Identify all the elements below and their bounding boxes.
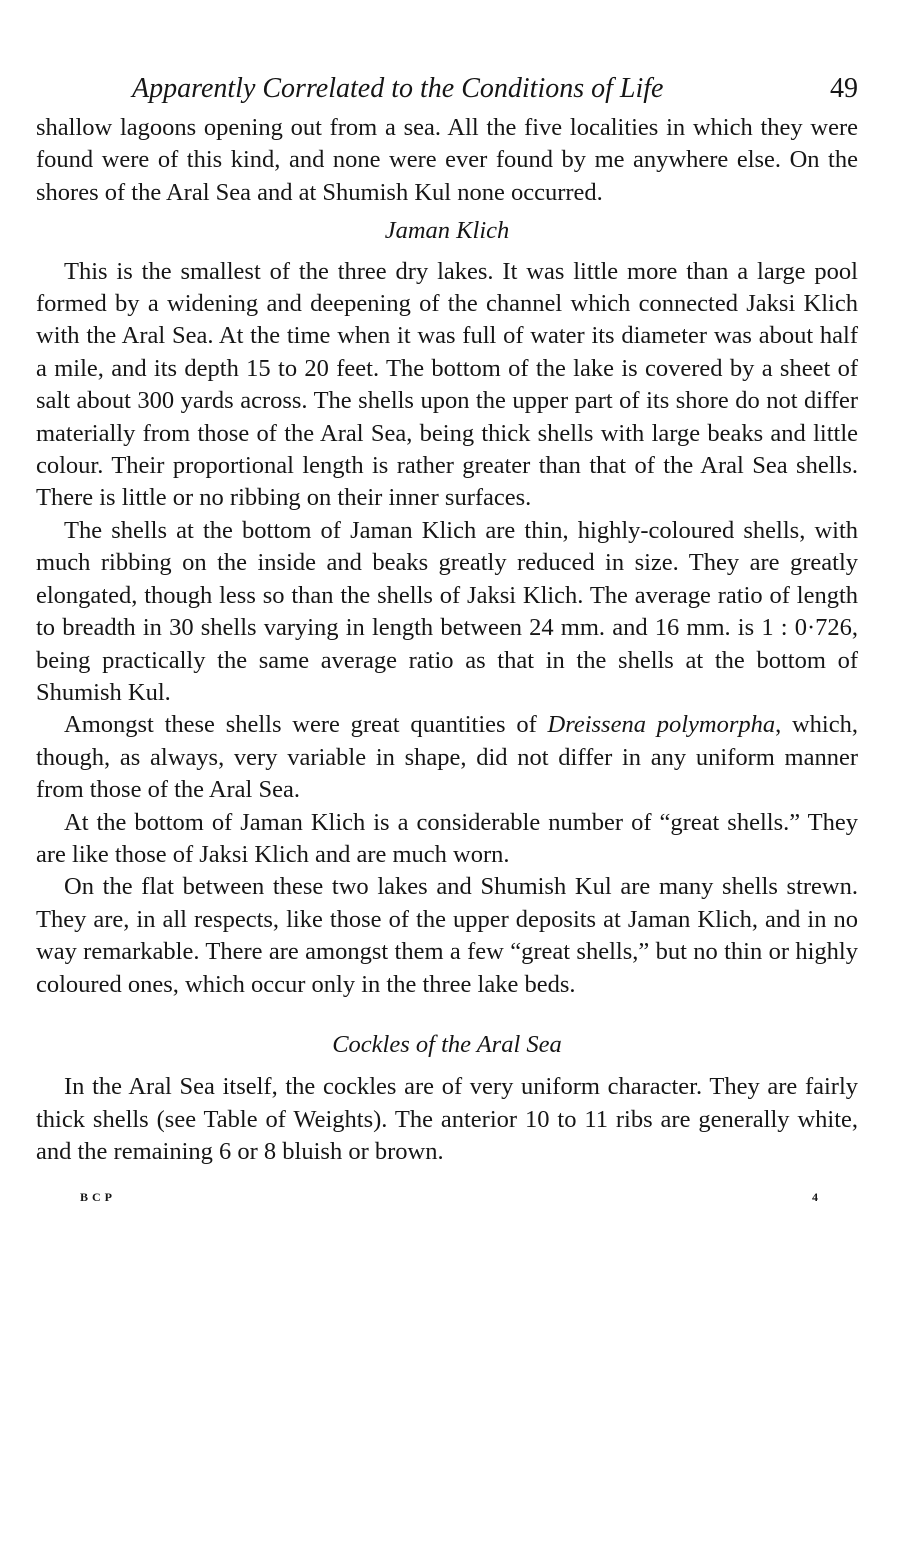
printer-signature: BCP <box>80 1189 116 1204</box>
page-footer <box>36 1185 858 1209</box>
paragraph-smallest-dry-lake: This is the smallest of the three dry lakes. It was little more than a large pool formed by a widening and deepening of the channel which connected Jaksi Klich with the Aral Sea. At the time when it was full of water its diameter was about half a mile, and its depth 15 to 20 feet. The bottom of the lake is covered by a sheet of salt about 300 yards across. The shells upon the upper part of its shore do not differ materially from those of the Aral Sea, being thick shells with large beaks and little colour. Their proportional length is rather greater than that of the Aral Sea shells. There is little or no ribbing on their inner surfaces. <box>36 257 858 512</box>
paragraph-aral-cockles: In the Aral Sea itself, the cockles are of very uniform character. They are fairly thick shells (see Table of Weights). The anterior 10 to 11 ribs are generally white, and the remaining 6 or 8 bluish or brown. <box>36 1073 858 1166</box>
section-heading-jaman-klich: Jaman Klich <box>384 217 510 245</box>
paragraph-great-shells: At the bottom of Jaman Klich is a considerable number of “great shells.” They are like those of Jaksi Klich and are much worn. <box>36 808 858 868</box>
paragraph-bottom-shells: The shells at the bottom of Jaman Klich are thin, highly-coloured shells, with much ribbing on the inside and beaks greatly reduced in size. They are greatly elongated, though less so than the shells of Jaksi Klich. The average ratio of length to breadth in 30 shells varying in length between 24 mm. and 16 mm. is 1 : 0·726, being practically the same average ratio as that in the shells at the bottom of Shumish Kul. <box>36 516 858 706</box>
book-page <box>36 66 858 1209</box>
paragraph-text: , which, though, as always, very variable in shape, did not differ in any uniform manner from those of the Aral Sea. <box>36 711 858 804</box>
paragraph-continuation: shallow lagoons opening out from a sea. All the five localities in which they were found were of this kind, and none were ever found by me anywhere else. On the shores of the Aral Sea and at Shumish Kul none occurred. <box>36 114 858 206</box>
signature-number: 4 <box>812 1189 818 1204</box>
section-heading-cockles-aral-sea: Cockles of the Aral Sea <box>332 1030 562 1058</box>
paragraph-dreissena <box>36 709 858 806</box>
running-head <box>36 66 858 112</box>
paragraph-flat-between-lakes: On the flat between these two lakes and Shumish Kul are many shells strewn. They are, in all respects, like those of the upper deposits at Jaman Klich, and in no way remarkable. There are amongst them a few “great shells,” but no thin or highly coloured ones, which occur only in the three lake beds. <box>36 873 858 998</box>
page-number: 49 <box>830 73 858 104</box>
paragraph-text: Amongst these shells were great quantities of <box>64 711 548 739</box>
running-title: Apparently Correlated to the Conditions of Life <box>132 73 664 104</box>
species-name: Dreissena polymorpha <box>547 711 776 739</box>
